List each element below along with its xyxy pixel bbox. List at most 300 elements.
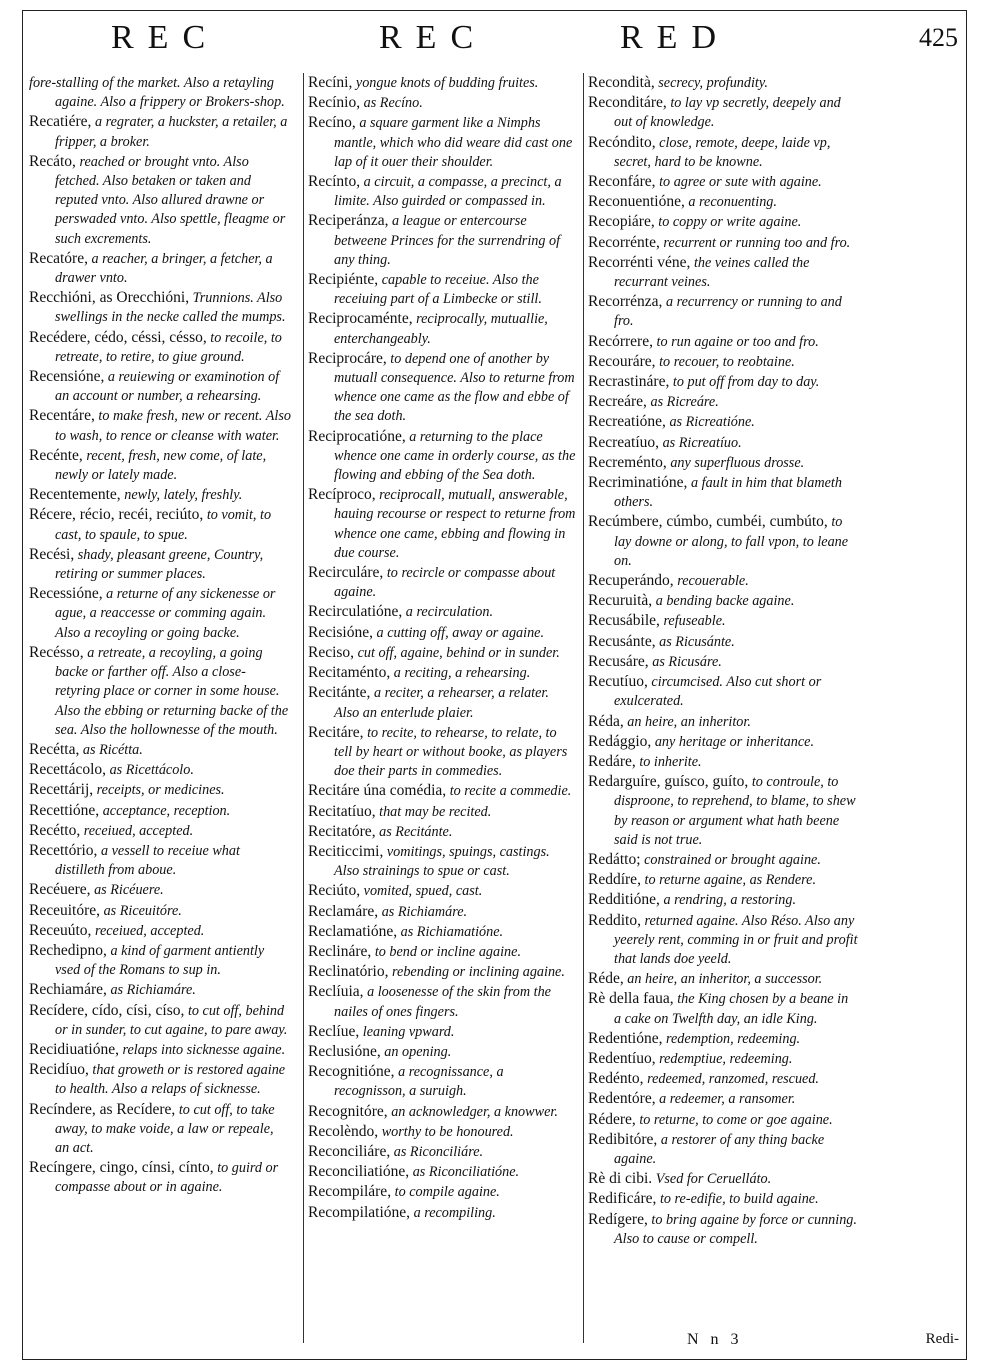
dictionary-entry [308, 602, 576, 622]
entry-definition: as Riconciliáre. [393, 1143, 484, 1160]
entry-definition: as Recíno. [363, 95, 423, 112]
entry-definition: to coppy or write againe. [658, 214, 802, 231]
entry-headword: Receuitóre, [29, 901, 101, 919]
entry-definition: redemption, redeeming. [666, 1030, 801, 1047]
entry-definition: a fault in him that blameth others. [614, 475, 842, 511]
dictionary-entry [588, 233, 858, 253]
entry-definition: as Ricéuere. [94, 882, 164, 899]
dictionary-entry [308, 723, 576, 782]
entry-headword: Recessióne, [29, 585, 103, 603]
entry-headword: Recondità, [588, 74, 655, 91]
entry-definition: to lay vp secretly, deepely and out of knowledge. [614, 95, 841, 131]
entry-headword: Recatiére, [29, 113, 92, 131]
entry-definition: a returne of any sickenesse or ague, a reaccesse or comming again. Also a recoyling or going backe. [55, 586, 276, 641]
entry-headword: Recrastináre, [588, 373, 670, 391]
entry-definition: to recircle or compasse about againe. [334, 565, 556, 601]
dictionary-entry [308, 922, 576, 942]
entry-definition: Trunnions. Also swellings in the necke called the mumps. [55, 290, 286, 326]
dictionary-entry [308, 623, 576, 643]
entry-definition: Vsed for Ceruelláto. [655, 1171, 772, 1188]
entry-definition: to recite a commedie. [449, 783, 572, 800]
entry-definition: a regrater, a huckster, a retailer, a fripper, a broker. [55, 114, 288, 150]
entry-definition: yongue knots of budding fruites. [355, 75, 539, 91]
entry-headword: Reconuentióne, [588, 193, 685, 211]
dictionary-entry [308, 1203, 576, 1223]
entry-headword: Reciperánza, [308, 212, 389, 230]
entry-headword: Rè di cibi. [588, 1170, 653, 1188]
entry-headword: Reconciliatióne, [308, 1163, 410, 1181]
entry-definition: a reciter, a rehearser, a relater. Also an enterlude plaier. [334, 685, 549, 721]
entry-headword: Recáto, [29, 152, 76, 170]
entry-definition: any heritage or inheritance. [654, 733, 815, 750]
entry-definition: as Ricusánte. [659, 633, 735, 650]
dictionary-entry [588, 212, 858, 232]
entry-headword: Recompilatióne, [308, 1203, 411, 1221]
dictionary-entry [588, 133, 858, 172]
entry-definition: a reciting, a rehearsing. [393, 665, 531, 682]
dictionary-entry [588, 1089, 858, 1109]
entry-definition: the King chosen by a beane in a cake on Twelfth day, an idle King. [614, 991, 849, 1027]
entry-definition: as Ricreatióne. [669, 414, 755, 431]
entry-headword: Recíno, [308, 114, 356, 132]
entry-definition: a circuit, a compasse, a precinct, a limite. Also guirded or compassed in. [334, 174, 562, 210]
entry-headword: Recidíuo, [29, 1061, 89, 1079]
dictionary-entry [308, 663, 576, 683]
entry-definition: a reuiewing or examinotion of an account or number, a rehearsing. [55, 369, 280, 405]
entry-headword: Recorrénza, [588, 293, 663, 311]
entry-headword: Recúmbere, cúmbo, cumbéi, cumbúto, [588, 513, 828, 531]
entry-definition: vomitings, spuings, castings. Also strainings to spue or cast. [334, 843, 550, 880]
entry-headword: Reciso, [308, 643, 355, 661]
entry-headword: Recreménto, [588, 453, 667, 471]
entry-headword: Recíni, [308, 74, 353, 91]
entry-definition: cut off, againe, behind or in sunder. [357, 644, 560, 661]
entry-definition: a restorer of any thing backe againe. [614, 1131, 825, 1167]
entry-headword: Recettióne, [29, 801, 100, 819]
entry-headword: Reddíre, [588, 871, 641, 889]
entry-headword: Recitatíuo, [308, 802, 376, 820]
entry-definition: secrecy, profundity. [658, 75, 768, 91]
entry-definition: acceptance, reception. [102, 802, 231, 819]
entry-headword: Reddito, [588, 911, 641, 929]
dictionary-entry [308, 1122, 576, 1142]
dictionary-entry [308, 881, 576, 901]
dictionary-entry [308, 962, 576, 982]
entry-definition: the veines called the recurrant veines. [614, 254, 810, 291]
entry-headword: Recreáre, [588, 393, 647, 411]
entry-headword: Recutíuo, [588, 673, 648, 691]
dictionary-entry [29, 941, 291, 980]
entry-definition: a vessell to receiue what distilleth from aboue. [55, 842, 240, 879]
entry-headword: Recirculáre, [308, 564, 384, 582]
dictionary-entry [308, 781, 576, 801]
entry-headword: Redentóre, [588, 1090, 656, 1108]
dictionary-entry [588, 1110, 858, 1130]
entry-definition: receiued, accepted. [94, 922, 205, 939]
entry-headword: Redáre, [588, 752, 636, 770]
entry-headword: Réda, [588, 712, 624, 730]
entry-headword: Recompiláre, [308, 1183, 392, 1201]
entry-headword: Recolèndo, [308, 1122, 379, 1140]
running-head-left: REC [111, 19, 220, 56]
entry-definition: returned againe. Also Réso. Also any yeerely rent, comming in or fruit and profit that lands doe yeeld. [614, 912, 858, 967]
entry-headword: Reclamatióne, [308, 922, 398, 940]
entry-headword: Recitánte, [308, 684, 371, 702]
entry-headword: Recettácolo, [29, 761, 107, 779]
entry-headword: Recognitóre, [308, 1102, 388, 1120]
entry-headword: Recognitióne, [308, 1063, 395, 1081]
entry-headword: Recriminatióne, [588, 474, 688, 492]
dictionary-entry [308, 172, 576, 211]
entry-definition: a cutting off, away or againe. [376, 624, 545, 641]
dictionary-entry [308, 942, 576, 962]
dictionary-entry [588, 172, 858, 192]
entry-definition: to re-edifie, to build againe. [659, 1191, 819, 1208]
dictionary-entry [588, 1049, 858, 1069]
entry-headword: Recóndito, [588, 133, 656, 151]
dictionary-entry [588, 571, 858, 591]
entry-definition: receipts, or medicines. [96, 782, 225, 799]
entry-definition: to recouer, to reobtaine. [659, 353, 795, 370]
entry-headword: Recchióni, as Orecchióni, [29, 289, 190, 307]
signature-mark: N n 3 [687, 1331, 743, 1348]
entry-definition: newly, lately, freshly. [124, 487, 243, 504]
dictionary-entry [588, 1069, 858, 1089]
entry-definition: a returning to the place whence one came in orderly course, as the flowing and ebbing of the Sea doth. [334, 428, 576, 484]
dictionary-entry [29, 406, 291, 445]
entry-definition: fore-stalling of the market. Also a retayling againe. Also a frippery or Brokers-shop. [29, 75, 285, 111]
entry-headword: Recidiuatióne, [29, 1040, 119, 1058]
entry-definition: to agree or sute with againe. [659, 174, 822, 191]
entry-definition: to put off from day to day. [672, 374, 820, 391]
entry-headword: Recitaménto, [308, 664, 391, 682]
dictionary-entry [308, 1142, 576, 1162]
dictionary-entry [29, 1100, 291, 1159]
entry-headword: Recentáre, [29, 407, 95, 425]
dictionary-entry [588, 73, 858, 93]
entry-definition: an heire, an inheritor, a successor. [627, 971, 823, 988]
entry-headword: Recitáre úna comédia, [308, 782, 447, 800]
dictionary-entry [308, 93, 576, 113]
dictionary-entry [588, 433, 858, 453]
entry-headword: Recínto, [308, 173, 361, 191]
dictionary-entry [588, 1169, 858, 1189]
entry-definition: as Richiamatióne. [400, 923, 504, 940]
entry-definition: reciprocall, mutuall, answerable, hauing recourse or respect to returne from whence one came, ebbing and flowing in due course. [334, 487, 576, 561]
dictionary-entry [588, 93, 858, 132]
entry-headword: Récere, récio, recéi, reciúto, [29, 506, 204, 524]
dictionary-entry [29, 801, 291, 821]
entry-definition: shady, pleasant greene, Country, retiring or summer places. [55, 546, 264, 583]
dictionary-entry [29, 367, 291, 406]
entry-definition: that groweth or is restored againe to health. Also a relaps of sicknesse. [55, 1062, 286, 1098]
entry-definition: an heire, an inheritor. [627, 713, 751, 730]
dictionary-entry [588, 473, 858, 512]
column-middle [303, 73, 576, 1343]
entry-headword: Recettárij, [29, 781, 94, 799]
entry-definition: as Ricettácolo. [109, 762, 194, 779]
dictionary-entry [308, 485, 576, 563]
dictionary-entry [588, 611, 858, 631]
running-header [23, 11, 966, 71]
entry-headword: Receuúto, [29, 921, 92, 939]
entry-definition: rebending or inclining againe. [392, 964, 565, 981]
dictionary-entry [29, 1040, 291, 1060]
entry-headword: Reclíue, [308, 1022, 360, 1040]
entry-headword: Reciprocatióne, [308, 427, 406, 445]
entry-headword: Recési, [29, 545, 75, 563]
entry-headword: Recusáre, [588, 652, 649, 670]
dictionary-entry [29, 1060, 291, 1099]
entry-definition: as Ricusáre. [652, 653, 722, 670]
dictionary-entry [29, 1158, 291, 1197]
dictionary-entry [588, 392, 858, 412]
dictionary-entry [308, 563, 576, 602]
entry-definition: a kind of garment antiently vsed of the Romans to sup in. [55, 942, 265, 979]
dictionary-entry [588, 292, 858, 331]
page-footer [583, 1331, 963, 1355]
dictionary-entry [308, 1182, 576, 1202]
entry-headword: Redénto, [588, 1070, 644, 1088]
entry-headword: Reciticcimi, [308, 842, 384, 860]
entry-definition: a reacher, a bringer, a fetcher, a drawer vnto. [55, 250, 273, 287]
entry-headword: Reconditáre, [588, 94, 667, 112]
entry-definition: recent, fresh, new come, of late, newly or lately made. [55, 447, 267, 484]
entry-headword: Recénte, [29, 446, 83, 464]
dictionary-entry [308, 643, 576, 663]
dictionary-entry [588, 192, 858, 212]
dictionary-entry [588, 412, 858, 432]
dictionary-entry [588, 591, 858, 611]
entry-headword: Recensióne, [29, 368, 105, 386]
entry-headword: Redátto; [588, 850, 641, 868]
dictionary-entry [308, 1162, 576, 1182]
entry-headword: Recíndere, as Recídere, [29, 1100, 176, 1118]
dictionary-entry [29, 288, 291, 327]
dictionary-page [22, 10, 967, 1360]
running-head-right: RED [620, 19, 730, 56]
entry-headword: Recettório, [29, 841, 98, 859]
entry-headword: Recétto, [29, 821, 81, 839]
dictionary-entry [308, 309, 576, 348]
entry-definition: a reconuenting. [688, 194, 777, 211]
entry-definition: relaps into sicknesse againe. [122, 1041, 286, 1058]
entry-definition: an opening. [384, 1043, 452, 1060]
dictionary-entry [29, 584, 291, 643]
entry-headword: Rechiamáre, [29, 981, 107, 999]
page-number: 425 [919, 23, 958, 52]
entry-headword: Recusánte, [588, 632, 656, 650]
entry-definition: a rendring, a restoring. [663, 892, 797, 909]
entry-headword: Recórrere, [588, 332, 653, 350]
entry-definition: to vomit, to cast, to spaule, to spue. [55, 507, 272, 543]
entry-definition: worthy to be honoured. [381, 1123, 514, 1140]
dictionary-entry [588, 712, 858, 732]
entry-definition: a recirculation. [405, 604, 494, 621]
dictionary-entry [308, 1062, 576, 1101]
entry-headword: Recirculatióne, [308, 603, 403, 621]
catchword: Redi- [925, 1331, 959, 1347]
entry-definition: to make fresh, new or recent. Also to wash, to rence or cleanse with water. [55, 408, 291, 444]
dictionary-entry [29, 446, 291, 485]
entry-headword: Recésso, [29, 643, 84, 661]
entry-headword: Redígere, [588, 1210, 648, 1228]
entry-headword: Recuperándo, [588, 572, 674, 590]
entry-headword: Redditióne, [588, 891, 660, 909]
entry-definition: to recoile, to retreate, to retire, to giue ground. [55, 329, 282, 365]
dictionary-entry [588, 332, 858, 352]
entry-headword: Redibitóre, [588, 1130, 658, 1148]
dictionary-entry [29, 328, 291, 367]
entry-definition: as Riconciliatióne. [412, 1164, 520, 1181]
entry-headword: Recínio, [308, 94, 361, 112]
entry-definition: to depend one of another by mutuall consequence. Also to returne from whence one came as the flow and ebbe of the sea doth. [334, 350, 575, 425]
entry-definition: recouerable. [677, 573, 749, 590]
dictionary-entry [29, 901, 291, 921]
dictionary-entry [588, 512, 858, 571]
column-right [583, 73, 858, 1343]
entry-definition: as Richiamáre. [110, 982, 196, 999]
entry-definition: a recognissance, a recognisson, a suruigh. [334, 1064, 504, 1100]
entry-headword: Réde, [588, 970, 624, 988]
dictionary-entry [308, 349, 576, 427]
dictionary-entry [29, 780, 291, 800]
dictionary-entry [29, 249, 291, 288]
dictionary-entry [29, 73, 291, 112]
entry-definition: as Ricreáre. [650, 394, 719, 411]
entry-headword: Recuruità, [588, 592, 653, 610]
entry-headword: Recédere, cédo, céssi, césso, [29, 328, 207, 346]
entry-definition: recurrent or running too and fro. [663, 234, 851, 251]
dictionary-entry [29, 152, 291, 249]
entry-definition: to bend or incline againe. [374, 943, 521, 960]
entry-definition: a square garment like a Nimphs mantle, which who did weare did cast one lap of it ouer their shoulder. [334, 115, 573, 170]
dictionary-entry [308, 902, 576, 922]
entry-definition: as Riceuitóre. [103, 902, 182, 919]
entry-headword: Recouráre, [588, 352, 656, 370]
dictionary-entry [308, 822, 576, 842]
entry-definition: any superfluous drosse. [670, 454, 805, 471]
running-head-middle: REC [379, 19, 488, 56]
entry-definition: redeemed, ranzomed, rescued. [647, 1071, 819, 1088]
dictionary-entry [588, 870, 858, 890]
entry-definition: reciprocally, mutuallie, enterchangeably. [334, 311, 548, 347]
entry-headword: Reclináre, [308, 942, 372, 960]
dictionary-entry [308, 842, 576, 881]
dictionary-entry [29, 841, 291, 880]
dictionary-entry [588, 989, 858, 1028]
entry-headword: Recitáre, [308, 723, 364, 741]
entry-definition: to cut off, behind or in sunder, to cut againe, to pare away. [55, 1002, 288, 1038]
entry-definition: redemptiue, redeeming. [659, 1050, 793, 1067]
dictionary-entry [588, 732, 858, 752]
dictionary-entry [588, 772, 858, 850]
entry-headword: Recídere, cído, císi, císo, [29, 1001, 185, 1019]
entry-headword: Recéuere, [29, 881, 91, 899]
entry-definition: constrained or brought againe. [644, 851, 821, 868]
entry-definition: to lay downe or along, to fall vpon, to leane on. [614, 514, 849, 569]
dictionary-entry [29, 505, 291, 544]
dictionary-entry [29, 643, 291, 740]
dictionary-entry [308, 73, 576, 93]
dictionary-entry [308, 1042, 576, 1062]
entry-headword: Reclíuia, [308, 983, 364, 1001]
entry-definition: circumcised. Also cut short or exulcerated. [614, 674, 822, 710]
entry-definition: a redeemer, a ransomer. [659, 1091, 796, 1108]
entry-headword: Reconciliáre, [308, 1142, 391, 1160]
dictionary-entry [588, 672, 858, 711]
dictionary-entry [308, 113, 576, 172]
entry-definition: a loosenesse of the skin from the nailes of ones fingers. [334, 984, 551, 1020]
entry-headword: Rè della faua, [588, 990, 674, 1008]
entry-definition: to inherite. [639, 753, 702, 770]
entry-headword: Recusábile, [588, 612, 660, 630]
column-left [29, 73, 291, 1343]
entry-definition: refuseable. [663, 613, 726, 630]
entry-headword: Redentíuo, [588, 1049, 656, 1067]
entry-definition: leaning vpward. [362, 1023, 455, 1040]
entry-headword: Recreatióne, [588, 413, 666, 431]
dictionary-entry [588, 969, 858, 989]
dictionary-entry [588, 372, 858, 392]
entry-definition: to bring againe by force or cunning. Also to cause or compell. [614, 1211, 857, 1247]
entry-headword: Redificáre, [588, 1190, 657, 1208]
dictionary-entry [29, 760, 291, 780]
dictionary-entry [588, 1210, 858, 1249]
dictionary-entry [29, 485, 291, 505]
entry-headword: Recisióne, [308, 623, 373, 641]
dictionary-entry [29, 112, 291, 151]
dictionary-entry [308, 1022, 576, 1042]
entry-definition: as Ricétta. [82, 741, 143, 758]
dictionary-entry [308, 270, 576, 309]
entry-definition: an acknowledger, a knowwer. [391, 1103, 558, 1120]
entry-headword: Recopiáre, [588, 213, 655, 231]
entry-headword: Recíproco, [308, 486, 376, 504]
dictionary-entry [29, 821, 291, 841]
entry-definition: as Recitánte. [379, 823, 453, 840]
dictionary-entry [588, 1130, 858, 1169]
entry-headword: Reciúto, [308, 882, 361, 900]
dictionary-entry [308, 1102, 576, 1122]
entry-headword: Reclamáre, [308, 902, 379, 920]
dictionary-entry [588, 632, 858, 652]
entry-headword: Recétta, [29, 740, 80, 758]
dictionary-entry [308, 683, 576, 722]
entry-definition: receiued, accepted. [83, 822, 194, 839]
dictionary-entry [588, 890, 858, 910]
dictionary-entry [308, 211, 576, 270]
entry-definition: that may be recited. [379, 803, 492, 820]
entry-headword: Recitatóre, [308, 822, 376, 840]
entry-definition: a retreate, a recoyling, a going backe or farther off. Also a close-retyring place or corner in some house. Also the ebbing or returning backe of the sea. Also the hollownesse of the mouth. [55, 644, 289, 738]
dictionary-entry [588, 253, 858, 292]
entry-headword: Recreatíuo, [588, 433, 660, 451]
dictionary-entry [29, 1001, 291, 1040]
entry-headword: Recatóre, [29, 249, 88, 267]
entry-definition: a league or entercourse betweene Princes for the surrendring of any thing. [334, 213, 561, 268]
entry-headword: Reciprocaménte, [308, 310, 413, 328]
entry-headword: Reconfáre, [588, 173, 656, 191]
entry-definition: a recurrency or running to and fro. [614, 294, 842, 330]
entry-headword: Recorrénte, [588, 233, 660, 251]
dictionary-entry [588, 453, 858, 473]
entry-definition: close, remote, deepe, laide vp, secret, hard to be knowne. [614, 134, 831, 170]
entry-headword: Reclinatório, [308, 963, 389, 981]
entry-headword: Recipiénte, [308, 271, 379, 289]
dictionary-entry [308, 982, 576, 1021]
dictionary-entry [29, 980, 291, 1000]
